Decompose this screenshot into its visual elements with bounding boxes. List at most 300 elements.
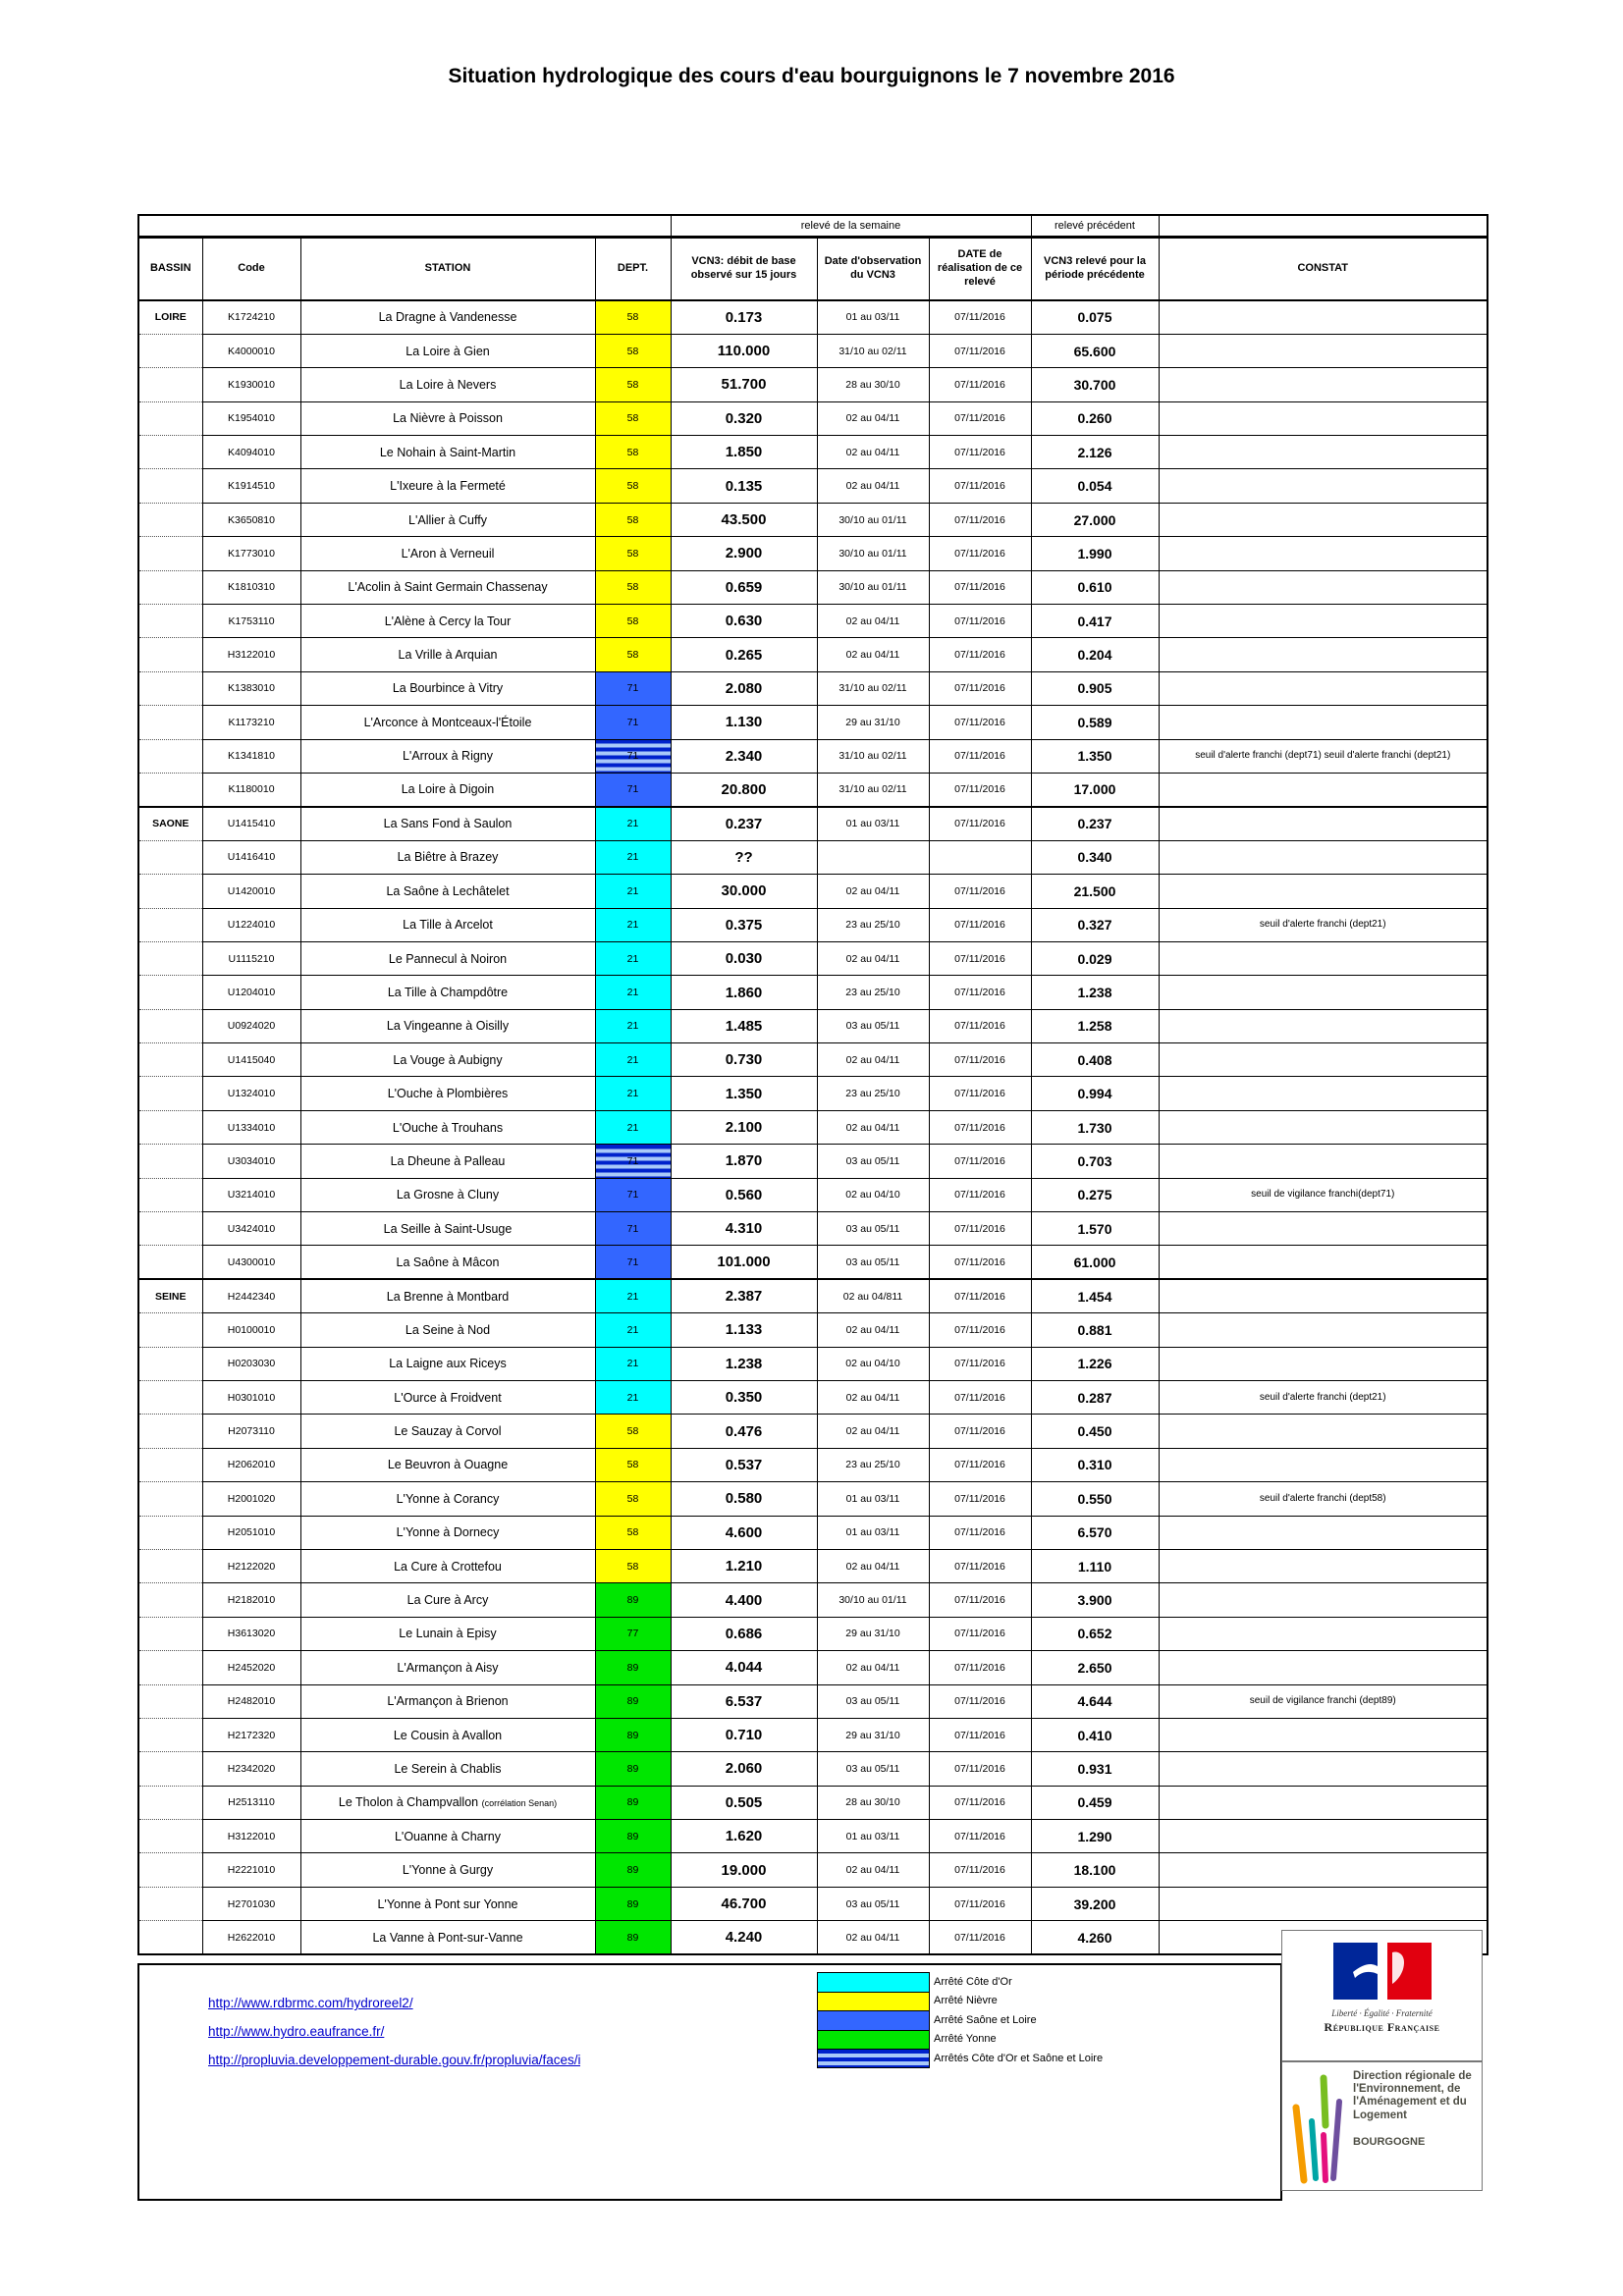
cell-date-realisation: 07/11/2016 (929, 706, 1031, 739)
cell-station: Le Sauzay à Corvol (300, 1415, 595, 1448)
cell-code: K1180010 (202, 773, 300, 806)
cell-bassin (138, 976, 202, 1009)
cell-vcn3: 1.870 (671, 1145, 817, 1178)
cell-date-observation: 03 au 05/11 (817, 1009, 929, 1042)
cell-date-observation (817, 840, 929, 874)
cell-date-realisation: 07/11/2016 (929, 1077, 1031, 1110)
cell-bassin (138, 671, 202, 705)
cell-date-observation: 02 au 04/11 (817, 1110, 929, 1144)
cell-bassin (138, 1212, 202, 1246)
cell-vcn3-previous: 0.287 (1031, 1381, 1159, 1415)
cell-date-realisation: 07/11/2016 (929, 1246, 1031, 1279)
cell-date-observation: 02 au 04/11 (817, 1415, 929, 1448)
group-header-week: relevé de la semaine (671, 215, 1031, 238)
cell-vcn3: 2.060 (671, 1752, 817, 1786)
cell-code: K1773010 (202, 537, 300, 570)
hydrology-table (137, 214, 1488, 1955)
cell-station: L'Ouche à Trouhans (300, 1110, 595, 1144)
cell-code: H2221010 (202, 1853, 300, 1887)
cell-bassin (138, 1145, 202, 1178)
cell-constat (1159, 807, 1488, 840)
cell-constat (1159, 1009, 1488, 1042)
cell-constat (1159, 1752, 1488, 1786)
republique-francaise-logo (1281, 1930, 1483, 2061)
cell-code: H2452020 (202, 1651, 300, 1684)
cell-bassin: LOIRE (138, 300, 202, 334)
cell-date-realisation: 07/11/2016 (929, 1617, 1031, 1650)
cell-vcn3: 2.340 (671, 739, 817, 773)
table-row (138, 1077, 1488, 1110)
cell-dept: 21 (595, 1313, 671, 1347)
cell-code: U1334010 (202, 1110, 300, 1144)
cell-constat (1159, 1516, 1488, 1549)
cell-code: K3650810 (202, 503, 300, 536)
cell-vcn3-previous: 0.408 (1031, 1043, 1159, 1077)
cell-constat (1159, 300, 1488, 334)
col-date-real: DATE de réalisation de ce relevé (929, 238, 1031, 301)
cell-date-observation: 02 au 04/11 (817, 1381, 929, 1415)
cell-date-realisation: 07/11/2016 (929, 1651, 1031, 1684)
cell-vcn3-previous: 0.610 (1031, 570, 1159, 604)
cell-date-observation: 02 au 04/11 (817, 941, 929, 975)
cell-date-realisation: 07/11/2016 (929, 807, 1031, 840)
cell-date-observation: 01 au 03/11 (817, 1482, 929, 1516)
cell-station: L'Armançon à Brienon (300, 1684, 595, 1718)
col-station: STATION (300, 238, 595, 301)
legend-item (817, 2030, 1103, 2050)
cell-date-realisation: 07/11/2016 (929, 436, 1031, 469)
cell-code: H3122010 (202, 638, 300, 671)
table-row (138, 1415, 1488, 1448)
dreal-logo (1281, 2061, 1483, 2191)
cell-constat: seuil d'alerte franchi (dept21) (1159, 908, 1488, 941)
cell-code: U1415040 (202, 1043, 300, 1077)
cell-dept: 89 (595, 1718, 671, 1751)
cell-code: K4000010 (202, 334, 300, 367)
cell-dept: 58 (595, 537, 671, 570)
cell-dept: 89 (595, 1752, 671, 1786)
dreal-region: BOURGOGNE (1353, 2135, 1426, 2148)
cell-station: L'Aron à Verneuil (300, 537, 595, 570)
cell-bassin (138, 469, 202, 503)
cell-constat (1159, 1887, 1488, 1920)
cell-date-observation: 29 au 31/10 (817, 1617, 929, 1650)
station-note: (corrélation Senan) (481, 1798, 558, 1809)
cell-dept: 21 (595, 807, 671, 840)
cell-code: H3613020 (202, 1617, 300, 1650)
cell-dept: 89 (595, 1820, 671, 1853)
hyperlink[interactable]: http://www.rdbrmc.com/hydroreel2/ (208, 1996, 413, 2010)
cell-date-realisation: 07/11/2016 (929, 1381, 1031, 1415)
cell-date-realisation: 07/11/2016 (929, 570, 1031, 604)
cell-date-observation: 01 au 03/11 (817, 1820, 929, 1853)
cell-station: La Dragne à Vandenesse (300, 300, 595, 334)
cell-bassin (138, 908, 202, 941)
cell-bassin (138, 1549, 202, 1582)
cell-vcn3-previous: 1.258 (1031, 1009, 1159, 1042)
cell-vcn3: 0.686 (671, 1617, 817, 1650)
cell-dept: 21 (595, 1381, 671, 1415)
table-row (138, 1212, 1488, 1246)
table-row (138, 1516, 1488, 1549)
cell-code: K1914510 (202, 469, 300, 503)
cell-bassin (138, 368, 202, 401)
cell-code: U1204010 (202, 976, 300, 1009)
cell-date-realisation: 07/11/2016 (929, 1549, 1031, 1582)
cell-station: L'Acolin à Saint Germain Chassenay (300, 570, 595, 604)
cell-station: L'Yonne à Gurgy (300, 1853, 595, 1887)
cell-vcn3-previous: 4.644 (1031, 1684, 1159, 1718)
cell-vcn3-previous: 3.900 (1031, 1583, 1159, 1617)
cell-date-observation: 28 au 30/10 (817, 368, 929, 401)
cell-dept: 58 (595, 1549, 671, 1582)
cell-date-observation: 01 au 03/11 (817, 300, 929, 334)
cell-date-observation: 29 au 31/10 (817, 706, 929, 739)
group-header-empty-right (1159, 215, 1488, 238)
cell-dept: 58 (595, 503, 671, 536)
cell-vcn3-previous: 2.126 (1031, 436, 1159, 469)
cell-date-realisation: 07/11/2016 (929, 739, 1031, 773)
cell-constat (1159, 941, 1488, 975)
table-row (138, 1482, 1488, 1516)
cell-dept: 58 (595, 300, 671, 334)
cell-vcn3: 2.387 (671, 1279, 817, 1312)
cell-bassin (138, 537, 202, 570)
cell-date-realisation: 07/11/2016 (929, 1516, 1031, 1549)
table-row (138, 1820, 1488, 1853)
cell-code: H2342020 (202, 1752, 300, 1786)
cell-code: K1930010 (202, 368, 300, 401)
rf-caption: Liberté · Égalité · Fraternité (1331, 2008, 1433, 2018)
cell-vcn3: 2.900 (671, 537, 817, 570)
cell-date-realisation: 07/11/2016 (929, 401, 1031, 435)
cell-date-realisation: 07/11/2016 (929, 671, 1031, 705)
cell-vcn3: 30.000 (671, 875, 817, 908)
cell-bassin (138, 773, 202, 806)
cell-station: La Dheune à Palleau (300, 1145, 595, 1178)
cell-constat (1159, 1820, 1488, 1853)
cell-bassin (138, 1043, 202, 1077)
cell-vcn3-previous: 1.226 (1031, 1347, 1159, 1380)
cell-vcn3: 101.000 (671, 1246, 817, 1279)
cell-date-observation: 02 au 04/11 (817, 638, 929, 671)
cell-date-observation: 02 au 04/11 (817, 605, 929, 638)
table-row (138, 1583, 1488, 1617)
group-header-empty-left (138, 215, 671, 238)
page-title: Situation hydrologique des cours d'eau bourguignons le 7 novembre 2016 (448, 65, 1175, 87)
group-header-previous: relevé précédent (1031, 215, 1159, 238)
legend-label: Arrêté Saône et Loire (934, 2013, 1037, 2026)
cell-vcn3: 1.485 (671, 1009, 817, 1042)
cell-vcn3-previous: 0.703 (1031, 1145, 1159, 1178)
cell-dept: 21 (595, 1347, 671, 1380)
cell-dept: 58 (595, 605, 671, 638)
links-list (208, 1989, 580, 2074)
cell-date-observation: 23 au 25/10 (817, 1448, 929, 1481)
cell-constat (1159, 1549, 1488, 1582)
cell-constat (1159, 1786, 1488, 1819)
cell-station: Le Pannecul à Noiron (300, 941, 595, 975)
cell-bassin (138, 638, 202, 671)
cell-vcn3-previous: 0.450 (1031, 1415, 1159, 1448)
table-row (138, 1009, 1488, 1042)
cell-station: La Vingeanne à Oisilly (300, 1009, 595, 1042)
cell-constat (1159, 671, 1488, 705)
cell-date-observation: 23 au 25/10 (817, 908, 929, 941)
cell-date-observation: 31/10 au 02/11 (817, 773, 929, 806)
cell-vcn3-previous: 4.260 (1031, 1921, 1159, 1954)
cell-date-realisation: 07/11/2016 (929, 1921, 1031, 1954)
cell-date-observation: 30/10 au 01/11 (817, 537, 929, 570)
table-row (138, 570, 1488, 604)
cell-vcn3-previous: 1.570 (1031, 1212, 1159, 1246)
cell-vcn3-previous: 0.260 (1031, 401, 1159, 435)
cell-code: H0100010 (202, 1313, 300, 1347)
cell-date-realisation: 07/11/2016 (929, 334, 1031, 367)
legend-swatch-stripes (817, 2049, 930, 2068)
cell-station: La Cure à Crottefou (300, 1549, 595, 1582)
cell-dept: 89 (595, 1887, 671, 1920)
table-row (138, 739, 1488, 773)
cell-date-observation: 23 au 25/10 (817, 1077, 929, 1110)
cell-date-realisation: 07/11/2016 (929, 875, 1031, 908)
cell-dept: 71 (595, 1178, 671, 1211)
cell-code: U0924020 (202, 1009, 300, 1042)
table-row (138, 1752, 1488, 1786)
cell-vcn3-previous: 1.730 (1031, 1110, 1159, 1144)
legend-item (817, 2010, 1103, 2030)
cell-dept: 89 (595, 1651, 671, 1684)
cell-dept: 89 (595, 1786, 671, 1819)
cell-vcn3: ?? (671, 840, 817, 874)
rf-name: République Française (1324, 2020, 1440, 2034)
cell-code: H2172320 (202, 1718, 300, 1751)
legend-label: Arrêté Nièvre (934, 1995, 998, 2007)
cell-station: L'Ouanne à Charny (300, 1820, 595, 1853)
cell-dept: 21 (595, 1077, 671, 1110)
cell-vcn3-previous: 0.327 (1031, 908, 1159, 941)
cell-dept: 58 (595, 436, 671, 469)
cell-vcn3-previous: 65.600 (1031, 334, 1159, 367)
cell-vcn3: 0.135 (671, 469, 817, 503)
cell-bassin (138, 1718, 202, 1751)
cell-vcn3-previous: 0.204 (1031, 638, 1159, 671)
cell-station: La Tille à Arcelot (300, 908, 595, 941)
cell-date-realisation: 07/11/2016 (929, 1853, 1031, 1887)
cell-date-observation: 02 au 04/11 (817, 1043, 929, 1077)
cell-station: L'Allier à Cuffy (300, 503, 595, 536)
table-row (138, 1279, 1488, 1312)
cell-date-realisation: 07/11/2016 (929, 941, 1031, 975)
cell-bassin (138, 840, 202, 874)
cell-station: Le Tholon à Champvallon (corrélation Senan) (300, 1786, 595, 1819)
cell-vcn3: 19.000 (671, 1853, 817, 1887)
cell-vcn3: 0.710 (671, 1718, 817, 1751)
cell-date-realisation: 07/11/2016 (929, 1684, 1031, 1718)
cell-bassin (138, 1415, 202, 1448)
cell-code: U1224010 (202, 908, 300, 941)
hyperlink[interactable]: http://propluvia.developpement-durable.gouv.fr/propluvia/faces/i (208, 2053, 581, 2067)
cell-vcn3: 51.700 (671, 368, 817, 401)
cell-vcn3-previous: 6.570 (1031, 1516, 1159, 1549)
cell-date-observation: 02 au 04/11 (817, 436, 929, 469)
cell-code: K1383010 (202, 671, 300, 705)
table-row (138, 401, 1488, 435)
cell-date-observation: 02 au 04/11 (817, 1921, 929, 1954)
cell-date-realisation: 07/11/2016 (929, 1145, 1031, 1178)
table-row (138, 1651, 1488, 1684)
cell-vcn3-previous: 61.000 (1031, 1246, 1159, 1279)
cell-station: La Biêtre à Brazey (300, 840, 595, 874)
cell-bassin (138, 1887, 202, 1920)
cell-vcn3: 0.237 (671, 807, 817, 840)
cell-constat (1159, 1448, 1488, 1481)
cell-code: U1324010 (202, 1077, 300, 1110)
cell-vcn3-previous: 30.700 (1031, 368, 1159, 401)
cell-station: La Sans Fond à Saulon (300, 807, 595, 840)
legend-swatch-blue (817, 2010, 930, 2030)
table-row (138, 334, 1488, 367)
legend-swatch-cyan (817, 1972, 930, 1992)
cell-station: La Nièvre à Poisson (300, 401, 595, 435)
cell-constat (1159, 1043, 1488, 1077)
cell-code: K1173210 (202, 706, 300, 739)
cell-vcn3-previous: 0.029 (1031, 941, 1159, 975)
cell-constat (1159, 875, 1488, 908)
table-row (138, 706, 1488, 739)
cell-date-observation: 03 au 05/11 (817, 1684, 929, 1718)
cell-date-realisation: 07/11/2016 (929, 1820, 1031, 1853)
cell-date-observation: 02 au 04/11 (817, 875, 929, 908)
cell-constat (1159, 1212, 1488, 1246)
cell-vcn3: 0.476 (671, 1415, 817, 1448)
cell-date-realisation: 07/11/2016 (929, 1448, 1031, 1481)
table-row (138, 908, 1488, 941)
cell-vcn3-previous: 18.100 (1031, 1853, 1159, 1887)
col-bassin: BASSIN (138, 238, 202, 301)
table-row (138, 1617, 1488, 1650)
cell-date-observation: 02 au 04/10 (817, 1347, 929, 1380)
cell-station: Le Nohain à Saint-Martin (300, 436, 595, 469)
cell-vcn3-previous: 0.417 (1031, 605, 1159, 638)
cell-vcn3: 0.537 (671, 1448, 817, 1481)
cell-bassin (138, 1448, 202, 1481)
table-row (138, 773, 1488, 806)
marianne-flag-icon (1333, 1943, 1432, 2000)
col-constat: CONSTAT (1159, 238, 1488, 301)
cell-date-observation: 02 au 04/11 (817, 401, 929, 435)
cell-bassin (138, 401, 202, 435)
table-row (138, 1718, 1488, 1751)
cell-vcn3-previous: 0.340 (1031, 840, 1159, 874)
cell-constat (1159, 570, 1488, 604)
table-header-row (138, 238, 1488, 301)
table-row (138, 1246, 1488, 1279)
cell-bassin: SAONE (138, 807, 202, 840)
cell-dept: 89 (595, 1921, 671, 1954)
cell-bassin (138, 605, 202, 638)
cell-constat (1159, 1110, 1488, 1144)
cell-dept: 58 (595, 334, 671, 367)
cell-station: L'Yonne à Corancy (300, 1482, 595, 1516)
cell-bassin (138, 1583, 202, 1617)
cell-bassin (138, 1651, 202, 1684)
cell-dept: 71 (595, 671, 671, 705)
cell-vcn3-previous: 0.237 (1031, 807, 1159, 840)
cell-code: U1420010 (202, 875, 300, 908)
cell-vcn3: 110.000 (671, 334, 817, 367)
cell-bassin (138, 1684, 202, 1718)
cell-dept: 89 (595, 1853, 671, 1887)
table-group-header-row (138, 215, 1488, 238)
cell-bassin (138, 1313, 202, 1347)
cell-station: La Vrille à Arquian (300, 638, 595, 671)
cell-vcn3-previous: 1.990 (1031, 537, 1159, 570)
cell-dept: 71 (595, 773, 671, 806)
cell-vcn3-previous: 0.459 (1031, 1786, 1159, 1819)
table-row (138, 1853, 1488, 1887)
cell-station: L'Armançon à Aisy (300, 1651, 595, 1684)
cell-bassin (138, 334, 202, 367)
cell-constat (1159, 401, 1488, 435)
cell-date-observation: 30/10 au 01/11 (817, 1583, 929, 1617)
cell-constat (1159, 706, 1488, 739)
cell-date-observation: 03 au 05/11 (817, 1246, 929, 1279)
cell-vcn3: 2.100 (671, 1110, 817, 1144)
cell-vcn3-previous: 21.500 (1031, 875, 1159, 908)
cell-dept: 58 (595, 1415, 671, 1448)
cell-vcn3: 20.800 (671, 773, 817, 806)
table-row (138, 1887, 1488, 1920)
cell-vcn3-previous: 1.110 (1031, 1549, 1159, 1582)
cell-bassin (138, 1009, 202, 1042)
cell-station: Le Serein à Chablis (300, 1752, 595, 1786)
dreal-sticks-icon (1282, 2070, 1353, 2186)
cell-dept: 71 (595, 739, 671, 773)
cell-dept: 58 (595, 1448, 671, 1481)
cell-station: La Bourbince à Vitry (300, 671, 595, 705)
cell-vcn3-previous: 27.000 (1031, 503, 1159, 536)
cell-station: La Cure à Arcy (300, 1583, 595, 1617)
cell-vcn3-previous: 0.994 (1031, 1077, 1159, 1110)
col-vcn3: VCN3: débit de base observé sur 15 jours (671, 238, 817, 301)
cell-date-realisation: 07/11/2016 (929, 1347, 1031, 1380)
cell-bassin (138, 1617, 202, 1650)
cell-date-realisation: 07/11/2016 (929, 1415, 1031, 1448)
cell-date-realisation: 07/11/2016 (929, 1786, 1031, 1819)
cell-station: Le Beuvron à Ouagne (300, 1448, 595, 1481)
cell-bassin (138, 503, 202, 536)
cell-constat (1159, 1145, 1488, 1178)
hyperlink[interactable]: http://www.hydro.eaufrance.fr/ (208, 2024, 385, 2039)
legend-label: Arrêté Côte d'Or (934, 1975, 1012, 1988)
cell-vcn3: 0.580 (671, 1482, 817, 1516)
cell-dept: 21 (595, 1110, 671, 1144)
cell-constat (1159, 1347, 1488, 1380)
cell-constat (1159, 334, 1488, 367)
legend-swatch-green (817, 2030, 930, 2050)
cell-date-realisation: 07/11/2016 (929, 908, 1031, 941)
cell-code: H2482010 (202, 1684, 300, 1718)
table-row (138, 1043, 1488, 1077)
cell-dept: 21 (595, 1043, 671, 1077)
cell-vcn3: 0.320 (671, 401, 817, 435)
table-row (138, 875, 1488, 908)
cell-code: H2073110 (202, 1415, 300, 1448)
cell-constat: seuil d'alerte franchi (dept71) seuil d'alerte franchi (dept21) (1159, 739, 1488, 773)
cell-dept: 71 (595, 1246, 671, 1279)
cell-dept: 58 (595, 469, 671, 503)
